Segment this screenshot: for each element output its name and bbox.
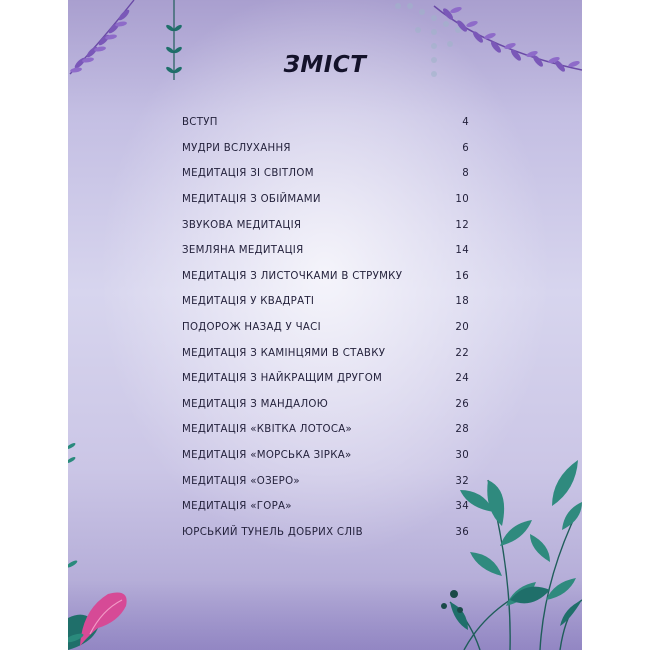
toc-entry[interactable] xyxy=(182,238,469,264)
toc-entry-page-number: 8 xyxy=(462,168,469,180)
toc-entry-page-number: 14 xyxy=(455,245,469,257)
toc-entry[interactable] xyxy=(182,136,469,162)
toc-entry[interactable] xyxy=(182,392,469,418)
toc-entry-title: МЕДИТАЦІЯ «ОЗЕРО» xyxy=(182,475,300,487)
toc-entry-title: МЕДИТАЦІЯ «МОРСЬКА ЗІРКА» xyxy=(182,450,352,462)
toc-entry-title: ЮРСЬКИЙ ТУНЕЛЬ ДОБРИХ СЛІВ xyxy=(182,526,363,538)
page-title: ЗМІСТ xyxy=(283,52,367,78)
toc-entry-title: ЗВУКОВА МЕДИТАЦІЯ xyxy=(182,219,302,231)
toc-entry-page-number: 28 xyxy=(455,424,469,436)
toc-entry-page-number: 30 xyxy=(455,450,469,462)
teal-leaves-left-illustration xyxy=(68,438,82,478)
toc-entry[interactable] xyxy=(182,187,469,213)
toc-entry[interactable] xyxy=(182,264,469,290)
toc-entry-title: МУДРИ ВСЛУХАННЯ xyxy=(182,142,291,154)
toc-entry-page-number: 32 xyxy=(455,475,469,487)
toc-entry-title: МЕДИТАЦІЯ «КВІТКА ЛОТОСА» xyxy=(182,424,353,436)
toc-entry[interactable] xyxy=(182,289,469,315)
toc-entry-page-number: 4 xyxy=(462,117,469,129)
toc-entry[interactable] xyxy=(182,110,469,136)
toc-entry-page-number: 26 xyxy=(455,398,469,410)
toc-entry[interactable] xyxy=(182,520,469,546)
toc-entry[interactable] xyxy=(182,212,469,238)
toc-entry[interactable] xyxy=(182,161,469,187)
toc-entry-title: МЕДИТАЦІЯ З ЛИСТОЧКАМИ В СТРУМКУ xyxy=(182,270,403,282)
toc-entry-title: МЕДИТАЦІЯ З КАМІНЦЯМИ В СТАВКУ xyxy=(182,347,386,359)
toc-entry-page-number: 10 xyxy=(455,194,469,206)
toc-entry[interactable] xyxy=(182,366,469,392)
toc-entry-title: МЕДИТАЦІЯ ЗІ СВІТЛОМ xyxy=(182,168,314,180)
book-page xyxy=(68,0,582,650)
toc-entry-title: ЗЕМЛЯНА МЕДИТАЦІЯ xyxy=(182,245,304,257)
toc-entry-page-number: 24 xyxy=(455,373,469,385)
toc-entry-page-number: 36 xyxy=(455,526,469,538)
toc-entry-page-number: 16 xyxy=(455,270,469,282)
toc-entry-title: МЕДИТАЦІЯ «ГОРА» xyxy=(182,501,292,513)
toc-entry[interactable] xyxy=(182,315,469,341)
toc-entry-page-number: 34 xyxy=(455,501,469,513)
toc-entry-title: МЕДИТАЦІЯ З МАНДАЛОЮ xyxy=(182,398,329,410)
toc-entry-title: МЕДИТАЦІЯ З НАЙКРАЩИМ ДРУГОМ xyxy=(182,373,383,385)
toc-entry-page-number: 18 xyxy=(455,296,469,308)
toc-entry-page-number: 12 xyxy=(455,219,469,231)
toc-entry-title: МЕДИТАЦІЯ У КВАДРАТІ xyxy=(182,296,315,308)
toc-entry-title: ПОДОРОЖ НАЗАД У ЧАСІ xyxy=(182,322,321,334)
toc-entry-page-number: 22 xyxy=(455,347,469,359)
toc-entry[interactable] xyxy=(182,340,469,366)
toc-entry-title: МЕДИТАЦІЯ З ОБІЙМАМИ xyxy=(182,194,321,206)
toc-entry-page-number: 20 xyxy=(455,322,469,334)
toc-entry[interactable] xyxy=(182,494,469,520)
toc-entry[interactable] xyxy=(182,468,469,494)
toc-entry-title: ВСТУП xyxy=(182,117,218,129)
pink-flower-bottom-left-illustration xyxy=(68,548,148,650)
toc-entry[interactable] xyxy=(182,417,469,443)
toc-entry-page-number: 6 xyxy=(462,142,469,154)
toc-entry[interactable] xyxy=(182,443,469,469)
table-of-contents xyxy=(182,110,469,545)
